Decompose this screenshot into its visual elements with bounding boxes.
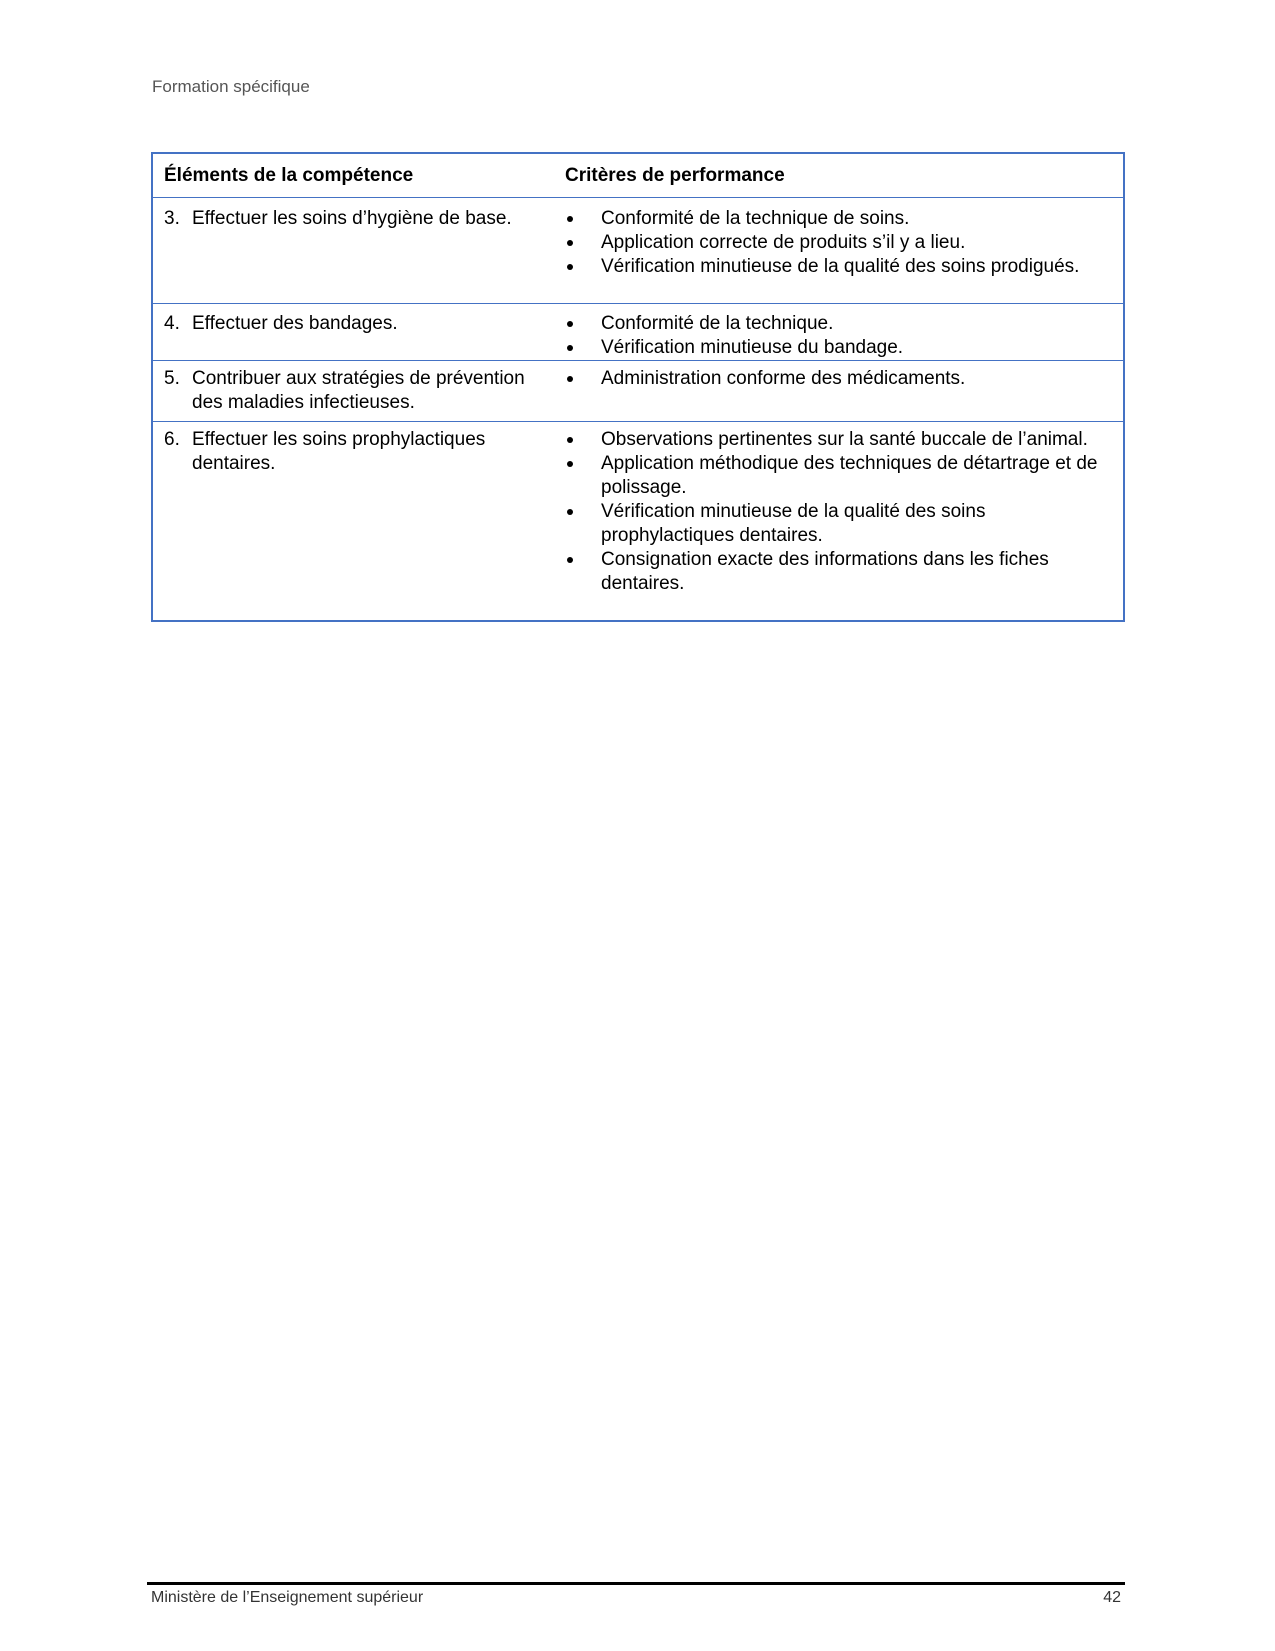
table-row <box>153 197 1123 303</box>
element-text: Effectuer des bandages. <box>192 313 398 334</box>
bullet-icon <box>565 548 601 596</box>
element-number: 4. <box>164 313 180 334</box>
criteria-list <box>565 428 1123 596</box>
element-text: Effectuer les soins d’hygiène de base. <box>192 208 512 229</box>
bullet-icon <box>565 452 601 500</box>
bullet-icon <box>565 255 601 279</box>
criteria-item: Vérification minutieuse de la qualité des soins prophylactiques dentaires. <box>565 500 1123 548</box>
bullet-icon <box>565 500 601 548</box>
page-footer <box>151 1589 1121 1607</box>
criteria-item: Vérification minutieuse de la qualité des soins prodigués. <box>565 255 1123 279</box>
table-row <box>153 360 1123 421</box>
bullet-icon <box>565 312 601 336</box>
bullet-icon <box>565 207 601 231</box>
bullet-icon <box>565 231 601 255</box>
criteria-list <box>565 312 1123 360</box>
section-label: Formation spécifique <box>152 77 310 96</box>
element-number: 3. <box>164 208 180 229</box>
element-item <box>164 428 565 476</box>
header-elements: Éléments de la compétence <box>164 164 414 186</box>
criteria-item: Conformité de la technique de soins. <box>565 207 1123 231</box>
header-criteria: Critères de performance <box>565 164 785 186</box>
criteria-item: Observations pertinentes sur la santé buccale de l’animal. <box>565 428 1123 452</box>
bullet-icon <box>565 336 601 360</box>
element-item <box>164 207 565 231</box>
page-number: 42 <box>1103 1589 1121 1606</box>
bullet-icon <box>565 367 601 391</box>
table-header-row <box>153 154 1123 197</box>
competence-table <box>151 152 1125 622</box>
criteria-item: Conformité de la technique. <box>565 312 1123 336</box>
footer-publisher: Ministère de l’Enseignement supérieur <box>151 1589 424 1606</box>
criteria-list <box>565 367 1123 391</box>
bullet-icon <box>565 428 601 452</box>
criteria-item: Vérification minutieuse du bandage. <box>565 336 1123 360</box>
element-number: 6. <box>164 429 180 450</box>
criteria-item: Application correcte de produits s’il y a lieu. <box>565 231 1123 255</box>
criteria-item: Consignation exacte des informations dans les fiches dentaires. <box>565 548 1123 596</box>
element-number: 5. <box>164 368 180 389</box>
criteria-item: Application méthodique des techniques de détartrage et de polissage. <box>565 452 1123 500</box>
footer-divider <box>147 1582 1125 1585</box>
element-item <box>164 367 565 415</box>
criteria-item: Administration conforme des médicaments. <box>565 367 1123 391</box>
table-row <box>153 303 1123 360</box>
element-text: Contribuer aux stratégies de prévention des maladies infectieuses. <box>192 368 525 413</box>
element-text: Effectuer les soins prophylactiques dentaires. <box>192 429 486 474</box>
element-item <box>164 312 565 336</box>
criteria-list <box>565 207 1123 279</box>
table-row <box>153 421 1123 620</box>
